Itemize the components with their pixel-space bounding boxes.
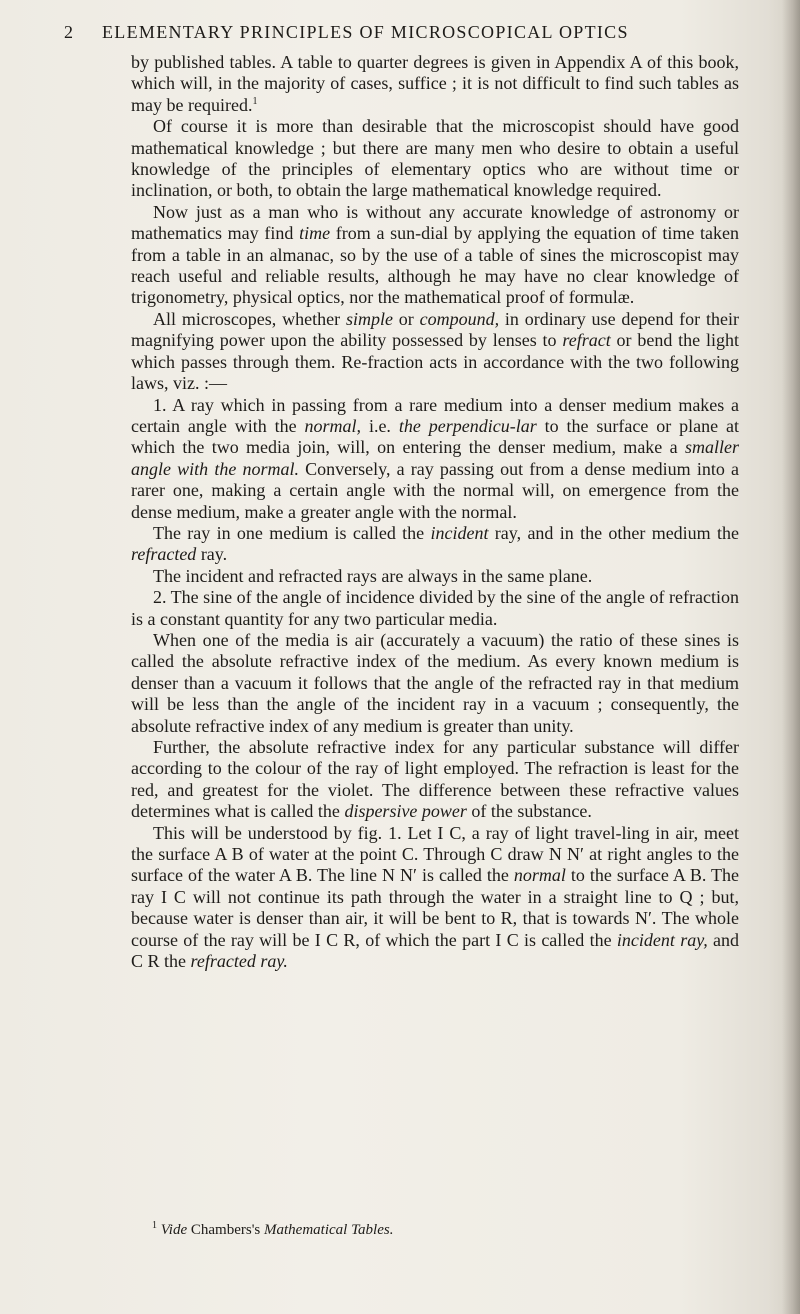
italic-run: the perpendicu-lar xyxy=(398,415,537,436)
italic-run: refract xyxy=(562,330,611,351)
footnote-text: Chambers's xyxy=(187,1222,264,1238)
text-run: Of course it is more than desirable that the microscopist should have good mathematical knowledge ; but there are many men who desire to obtain a useful knowledge of the principles of elementary optics who are without time or inclination, or both, to obtain the large mathematical knowledge required. xyxy=(131,116,739,201)
text-run: to the surface or plane at which the two media join, will, on entering the denser medium, make a xyxy=(131,415,740,458)
paragraph xyxy=(131,737,739,823)
italic-run: smaller angle with the normal. xyxy=(131,437,739,479)
italic-run: refracted ray. xyxy=(190,951,288,972)
text-run: The ray in one medium is called the xyxy=(153,522,431,543)
footnote-title: Mathematical Tables. xyxy=(264,1222,394,1238)
footnote-marker: 1 xyxy=(152,1220,157,1231)
italic-run: refracted xyxy=(131,544,197,565)
text-run: 1. A ray which in passing from a rare medium into a denser medium makes a certain angle with the xyxy=(131,394,739,436)
text-run: Further, the absolute refractive index for any particular substance will differ according to the colour of the ray of light employed. The refraction is least for the red, and greatest for the violet. The difference between these refractive values determines what is called the xyxy=(131,737,739,822)
text-run: i.e. xyxy=(361,415,399,436)
paragraph xyxy=(131,587,739,630)
page-edge-shadow xyxy=(782,0,800,1314)
text-run: and C R the xyxy=(131,929,739,972)
paragraph xyxy=(131,823,739,973)
paragraph xyxy=(131,52,739,116)
text-run: Now just as a man who is without any accurate knowledge of astronomy or mathematics may find xyxy=(131,201,739,244)
italic-run: dispersive power xyxy=(344,801,467,822)
text-run: or bend the light which passes through them. Re-fraction acts in accordance with the two following laws, viz. :— xyxy=(131,330,739,394)
text-run: or xyxy=(392,308,420,329)
running-header xyxy=(64,22,734,46)
running-title: ELEMENTARY PRINCIPLES OF MICROSCOPICAL OPTICS xyxy=(102,22,629,42)
paragraph xyxy=(131,202,739,309)
italic-run: normal xyxy=(513,865,566,886)
text-run: This will be understood by fig. 1. Let I C, a ray of light travel-ling in air, meet the surface A B of water at the point C. Through C draw N N′ at right angles to the surface of the water A B. The line N N′ is called the xyxy=(131,822,739,886)
footnote-prefix: Vide xyxy=(160,1222,188,1238)
text-run: ray. xyxy=(196,544,228,565)
paragraph xyxy=(131,309,739,395)
footnote-ref: 1 xyxy=(252,95,258,107)
italic-run: normal, xyxy=(304,415,362,436)
text-run: ray, and in the other medium the xyxy=(488,522,739,543)
paragraph xyxy=(131,116,739,202)
body-text xyxy=(131,52,739,972)
text-run: from a sun-dial by applying the equation of time taken from a table in an almanac, so by the use of a table of sines the microscopist may reach useful and reliable results, although he may have no clear knowledge of trigonometry, physical optics, nor the mathematical proof of formulæ. xyxy=(131,223,739,308)
page-number: 2 xyxy=(64,22,75,42)
paragraph xyxy=(131,523,739,566)
text-run: in ordinary use depend for their magnifying power upon the ability possessed by lenses to xyxy=(131,308,739,351)
text-run: by published tables. A table to quarter degrees is given in Appendix A of this book, which will, in the majority of cases, suffice ; it is not difficult to find such tables as may be required. xyxy=(131,52,739,115)
text-run: 2. The sine of the angle of incidence divided by the sine of the angle of refraction is a constant quantity for any two particular media. xyxy=(131,587,739,629)
paragraph xyxy=(131,566,739,587)
text-run: The incident and refracted rays are always in the same plane. xyxy=(153,565,593,586)
text-run: Conversely, a ray passing out from a dense medium into a rarer one, making a certain angle with the normal will, on emergence from the dense medium, make a greater angle with the normal. xyxy=(131,458,739,522)
italic-run: incident ray, xyxy=(616,929,708,950)
paragraph xyxy=(131,395,739,523)
text-run: to the surface A B. The ray I C will not continue its path through the water in a straight line to Q ; but, because water is denser than air, it will be bent to R, that is towards N′. The whole course of the ray will be I C R, of which the part I C is called the xyxy=(131,865,739,950)
italic-run: time xyxy=(299,223,331,244)
italic-run: simple xyxy=(345,308,393,329)
paragraph xyxy=(131,630,739,737)
footnote xyxy=(152,1221,712,1239)
italic-run: incident xyxy=(430,522,489,543)
text-run: of the substance. xyxy=(466,801,592,822)
text-run: All microscopes, whether xyxy=(153,308,346,329)
text-run: When one of the media is air (accurately a vacuum) the ratio of these sines is called the absolute refractive index of the medium. As every known medium is denser than a vacuum it follows that the angle of the refracted ray in that medium will be less than the angle of the incident ray in a vacuum ; consequently, the absolute refractive index of any medium is greater than unity. xyxy=(131,629,739,736)
italic-run: compound, xyxy=(419,308,500,329)
